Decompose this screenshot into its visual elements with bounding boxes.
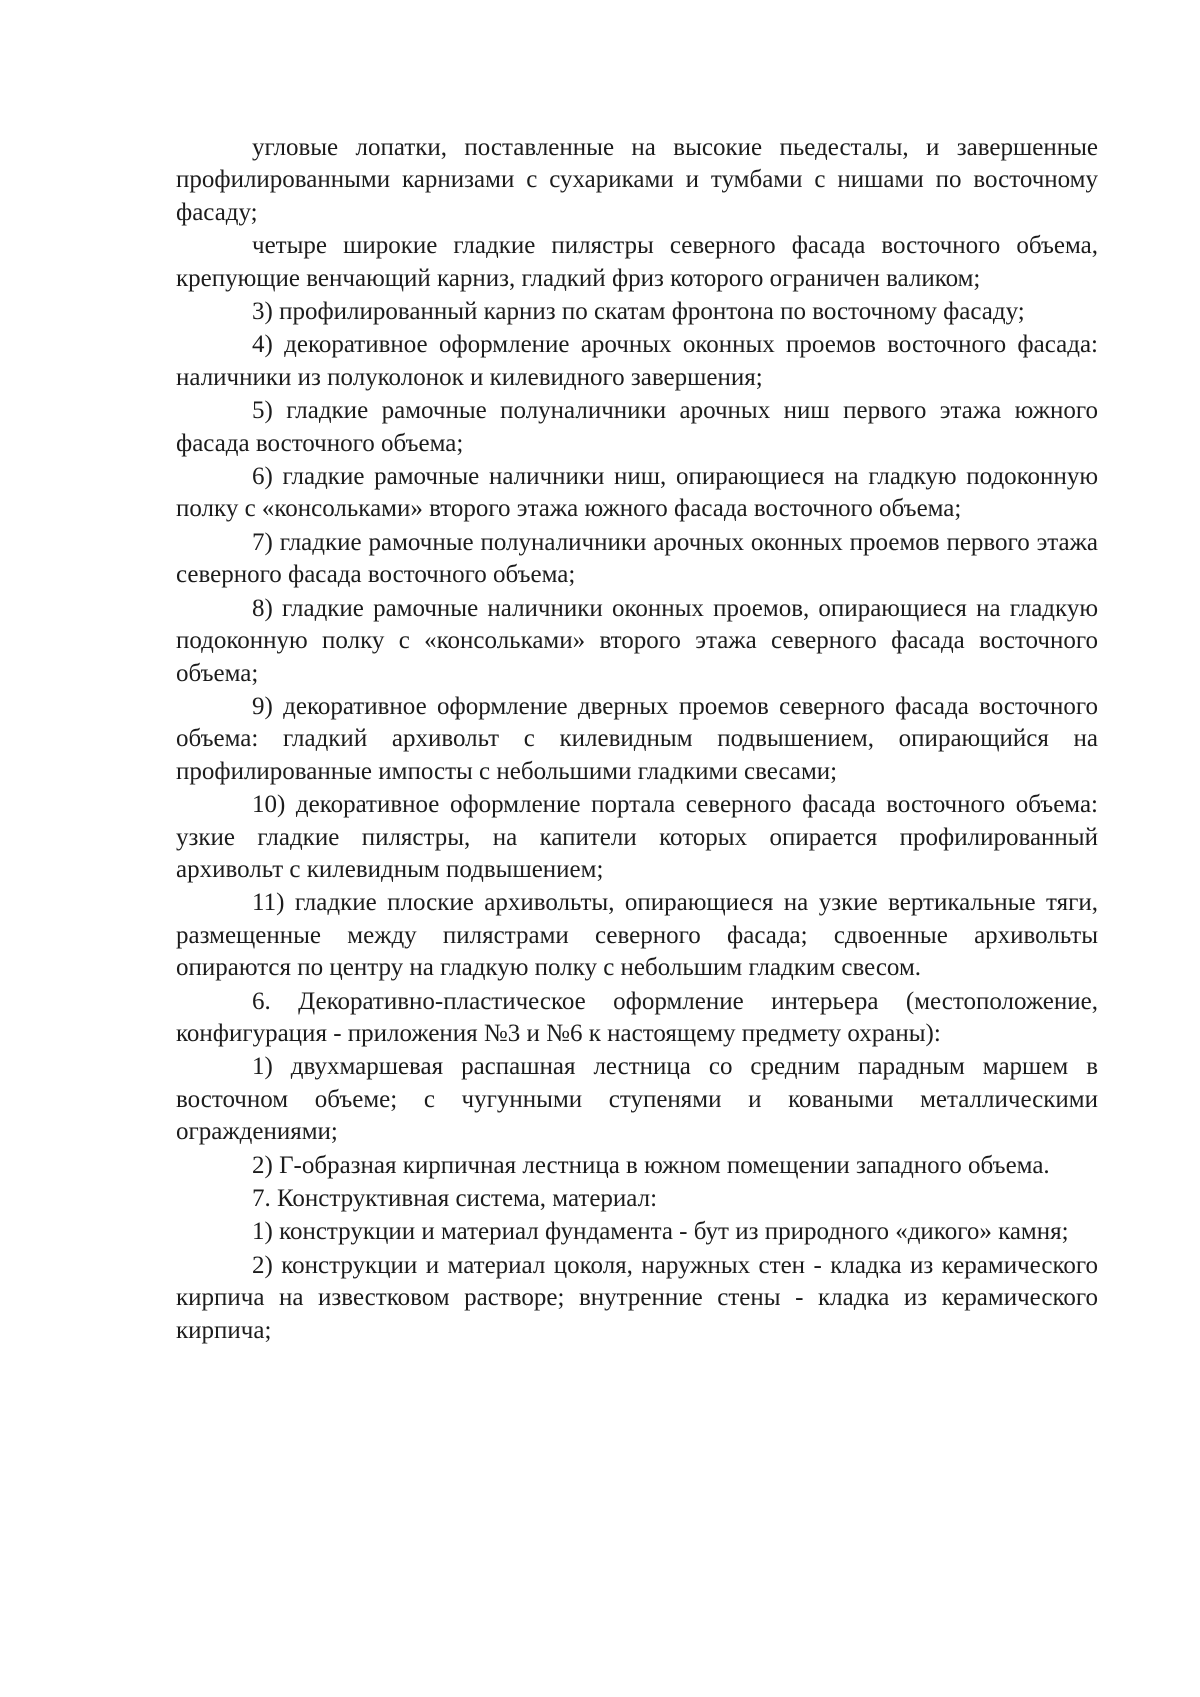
paragraph-north-pilasters: четыре широкие гладкие пилястры северного фасада восточного объема, крепующие венчающий карниз, гладкий фриз которого ограничен валиком; [176, 232, 1098, 292]
list-item-10: 10) декоративное оформление портала северного фасада восточного объема: узкие гладкие пилястры, на капители которых опирается профилированный архивольт с килевидным подвышением; [176, 791, 1098, 883]
list-item-11: 11) гладкие плоские архивольты, опирающиеся на узкие вертикальные тяги, размещенные между пилястрами северного фасада; сдвоенные архивольты опираются по центру на гладкую полку с небольшим гладким свесом. [176, 889, 1098, 982]
list-item-7: 7) гладкие рамочные полуналичники арочных оконных проемов первого этажа северного фасада восточного объема; [176, 528, 1098, 589]
list-item-6: 6) гладкие рамочные наличники ниш, опирающиеся на гладкую подоконную полку с «консольками» второго этажа южного фасада восточного объема; [176, 463, 1098, 523]
structure-item-1: 1) конструкции и материал фундамента - бут из природного «дикого» камня; [252, 1218, 1069, 1246]
document-page [176, 132, 1098, 1347]
section-6-heading: 6. Декоративно-пластическое оформление интерьера (местоположение, конфигурация - приложения №3 и №6 к настоящему предмету охраны): [176, 987, 1098, 1047]
interior-item-1: 1) двухмаршевая распашная лестница со средним парадным маршем в восточном объеме; с чугунными ступенями и коваными металлическими ограждениями; [176, 1053, 1098, 1146]
section-7-heading: 7. Конструктивная система, материал: [252, 1185, 658, 1212]
list-item-9: 9) декоративное оформление дверных проемов северного фасада восточного объема: гладкий архивольт с килевидным подвышением, опирающийся на профилированные импосты с небольшими гладкими свесами; [176, 692, 1098, 785]
list-item-8: 8) гладкие рамочные наличники оконных проемов, опирающиеся на гладкую подоконную полку с «консольками» второго этажа северного фасада восточного объема; [176, 594, 1098, 687]
paragraph-corner-pilasters: угловые лопатки, поставленные на высокие пьедесталы, и завершенные профилированными карнизами с сухариками и тумбами с нишами по восточному фасаду; [176, 134, 1098, 226]
list-item-5: 5) гладкие рамочные полуналичники арочных ниш первого этажа южного фасада восточного объема; [176, 397, 1098, 457]
list-item-3: 3) профилированный карниз по скатам фронтона по восточному фасаду; [252, 298, 1025, 326]
structure-item-2: 2) конструкции и материал цоколя, наружных стен - кладка из керамического кирпича на известковом растворе; внутренние стены - кладка из керамического кирпича; [176, 1251, 1098, 1344]
list-item-4: 4) декоративное оформление арочных оконных проемов восточного фасада: наличники из полуколонок и килевидного завершения; [176, 331, 1098, 391]
interior-item-2: 2) Г-образная кирпичная лестница в южном помещении западного объема. [252, 1151, 1050, 1179]
